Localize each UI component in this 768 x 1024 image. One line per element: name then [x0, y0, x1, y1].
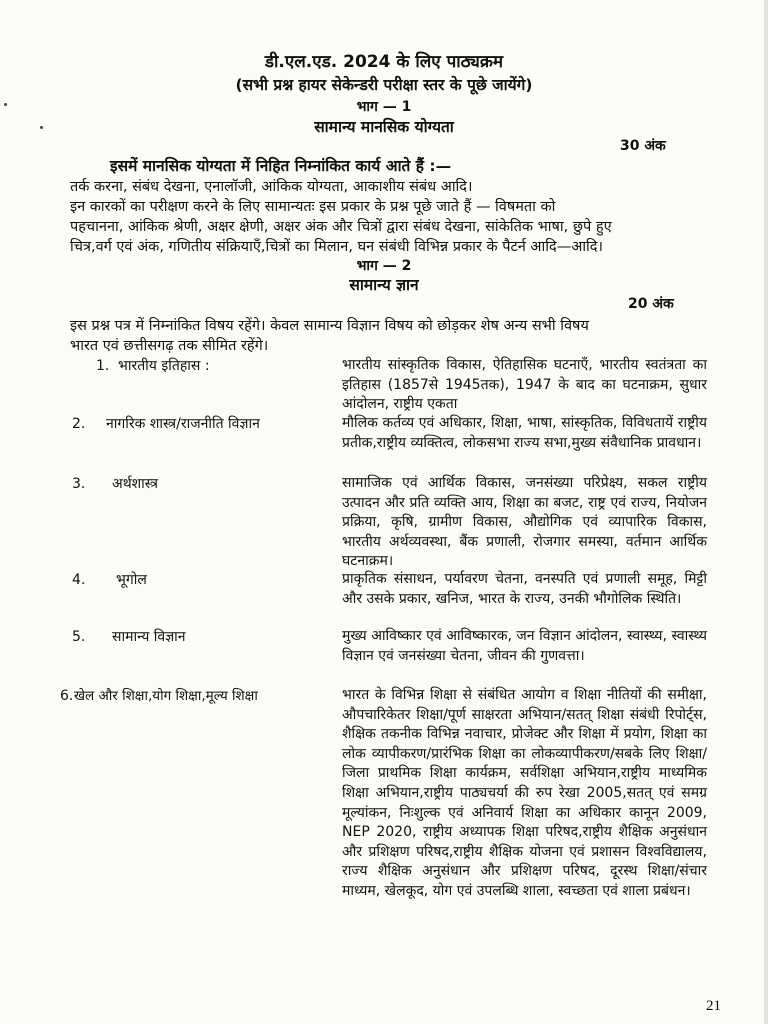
part1-line: चित्र,वर्ग एवं अंक, गणितीय संक्रियाएँ,चित्रों का मिलान, घन संबंधी विभिन्न प्रकार के पैटर्न आदि—आदि। [70, 239, 603, 255]
part2-heading: सामान्य ज्ञान [349, 276, 419, 294]
item-description: मौलिक कर्तव्य एवं अधिकार, शिक्षा, भाषा, सांस्कृतिक, विविधतायें राष्ट्रीय प्रतीक,राष्ट्रीय व्यक्तित्व, लोकसभा राज्य सभा,मुख्य संवैधानिक प्रावधान। [342, 415, 707, 451]
part1-marks: 30 अंक [620, 138, 666, 154]
part1-line: तर्क करना, संबंध देखना, एनालॉजी, आंकिक योग्यता, आकाशीय संबंध आदि। [70, 179, 473, 195]
item-subject: खेल और शिक्षा,योग शिक्षा,मूल्य शिक्षा [74, 688, 258, 704]
part1-line: इन कारकों का परीक्षण करने के लिए सामान्यतः इस प्रकार के प्रश्न पूछे जाते हैं — विषमता को [70, 199, 556, 215]
item-description: मुख्य आविष्कार एवं आविष्कारक, जन विज्ञान आंदोलन, स्वास्थ्य, स्वास्थ्य विज्ञान एवं जनसंख्या चेतना, जीवन की गुणवत्ता। [342, 628, 707, 664]
part1-intro: इसमें मानसिक योग्यता में निहित निम्नांकित कार्य आते हैं :— [110, 157, 452, 175]
item-number: 5. [72, 629, 86, 645]
item-subject: नागरिक शास्त्र/राजनीति विज्ञान [106, 416, 260, 432]
item-number: 3. [72, 476, 86, 492]
item-description: भारत के विभिन्न शिक्षा से संबंधित आयोग व शिक्षा नीतियों की समीक्षा, औपचारिकेतर शिक्षा/पूर्ण साक्षरता अभियान/सतत् शिक्षा संबंधी रिपोर्ट्स, शैक्षिक तकनीक विभिन्न नवाचार, प्रोजेक्ट और शिक्षा में प्रयोग, शिक्षा का लोक व्यापीकरण/प्रारंभिक शिक्षा का लोकव्यापीकरण/सबके लिए शिक्षा/जिला प्राथमिक शिक्षा कार्यक्रम, सर्वशिक्षा अभियान,राष्ट्रीय माध्यमिक शिक्षा अभियान,राष्ट्रीय पाठ्यचर्या की रुप रेखा 2005,सतत् एवं समग्र मूल्यांकन, निःशुल्क एवं अनिवार्य शिक्षा का अधिकार कानून 2009, NEP 2020, राष्ट्रीय अध्यापक शिक्षा परिषद,राष्ट्रीय शैक्षिक अनुसंधान और प्रशिक्षण परिषद,राष्ट्रीय शैक्षिक योजना एवं प्रशासन विश्वविद्यालय, राज्य शैक्षिक अनुसंधान और प्रशिक्षण परिषद, दूरस्थ शिक्षा/संचार माध्यम, खेलकूद, योग एवं उपलब्धि शाला, स्वच्छता एवं शाला प्रबंधन। [342, 687, 707, 899]
part2-intro-line: भारत एवं छत्तीसगढ़ तक सीमित रहेंगे। [70, 338, 269, 354]
item-number: 2. [72, 416, 86, 432]
item-number: 6. [60, 688, 74, 704]
item-subject: अर्थशास्त्र [112, 476, 158, 492]
item-description: भारतीय सांस्कृतिक विकास, ऐतिहासिक घटनाएँ, भारतीय स्वतंत्रता का इतिहास (1857से 1945तक), 1947 के बाद का घटनाक्रम, सुधार आंदोलन, राष्ट्रीय एकता [342, 357, 707, 413]
item-number: 4. [72, 572, 86, 588]
part2-intro-line: इस प्रश्न पत्र में निम्नांकित विषय रहेंगे। केवल सामान्य विज्ञान विषय को छोड़कर शेष अन्य सभी विषय [70, 318, 589, 334]
item-subject: भारतीय इतिहास : [118, 358, 210, 374]
document-title: डी.एल.एड. 2024 के लिए पाठ्यक्रम [264, 52, 504, 72]
item-description: प्राकृतिक संसाधन, पर्यावरण चेतना, वनस्पति एवं प्रणाली समूह, मिट्टी और उसके प्रकार, खनिज, भारत के राज्य, उनकी भौगोलिक स्थिति। [342, 571, 707, 607]
part2-label: भाग — 2 [356, 258, 412, 274]
page-number: 21 [706, 998, 721, 1014]
item-number: 1. [96, 358, 110, 374]
item-subject: सामान्य विज्ञान [112, 629, 186, 645]
part1-line: पहचानना, आंकिक श्रेणी, अक्षर क्षेणी, अक्षर अंक और चित्रों द्वारा संबंध देखना, सांकेतिक भाषा, छुपे हुए [70, 219, 612, 235]
page-edge-shadow [764, 0, 768, 1024]
document-subtitle: (सभी प्रश्न हायर सेकेन्डरी परीक्षा स्तर के पूछे जायेंगे) [235, 76, 533, 94]
item-subject: भूगोल [116, 572, 147, 588]
part1-label: भाग — 1 [356, 99, 412, 115]
item-description: सामाजिक एवं आर्थिक विकास, जनसंख्या परिप्रेक्ष्य, सकल राष्ट्रीय उत्पादन और प्रति व्यक्ति आय, शिक्षा का बजट, राष्ट्र एवं राज्य, नियोजन प्रक्रिया, कृषि, ग्रामीण विकास, औद्योगिक एवं व्यापारिक विकास, भारतीय अर्थव्यवस्था, बैंक प्रणाली, रोजगार समस्या, वर्तमान आर्थिक घटनाक्रम। [342, 475, 707, 570]
part2-marks: 20 अंक [628, 296, 674, 312]
part1-heading: सामान्य मानसिक योग्यता [314, 118, 454, 136]
